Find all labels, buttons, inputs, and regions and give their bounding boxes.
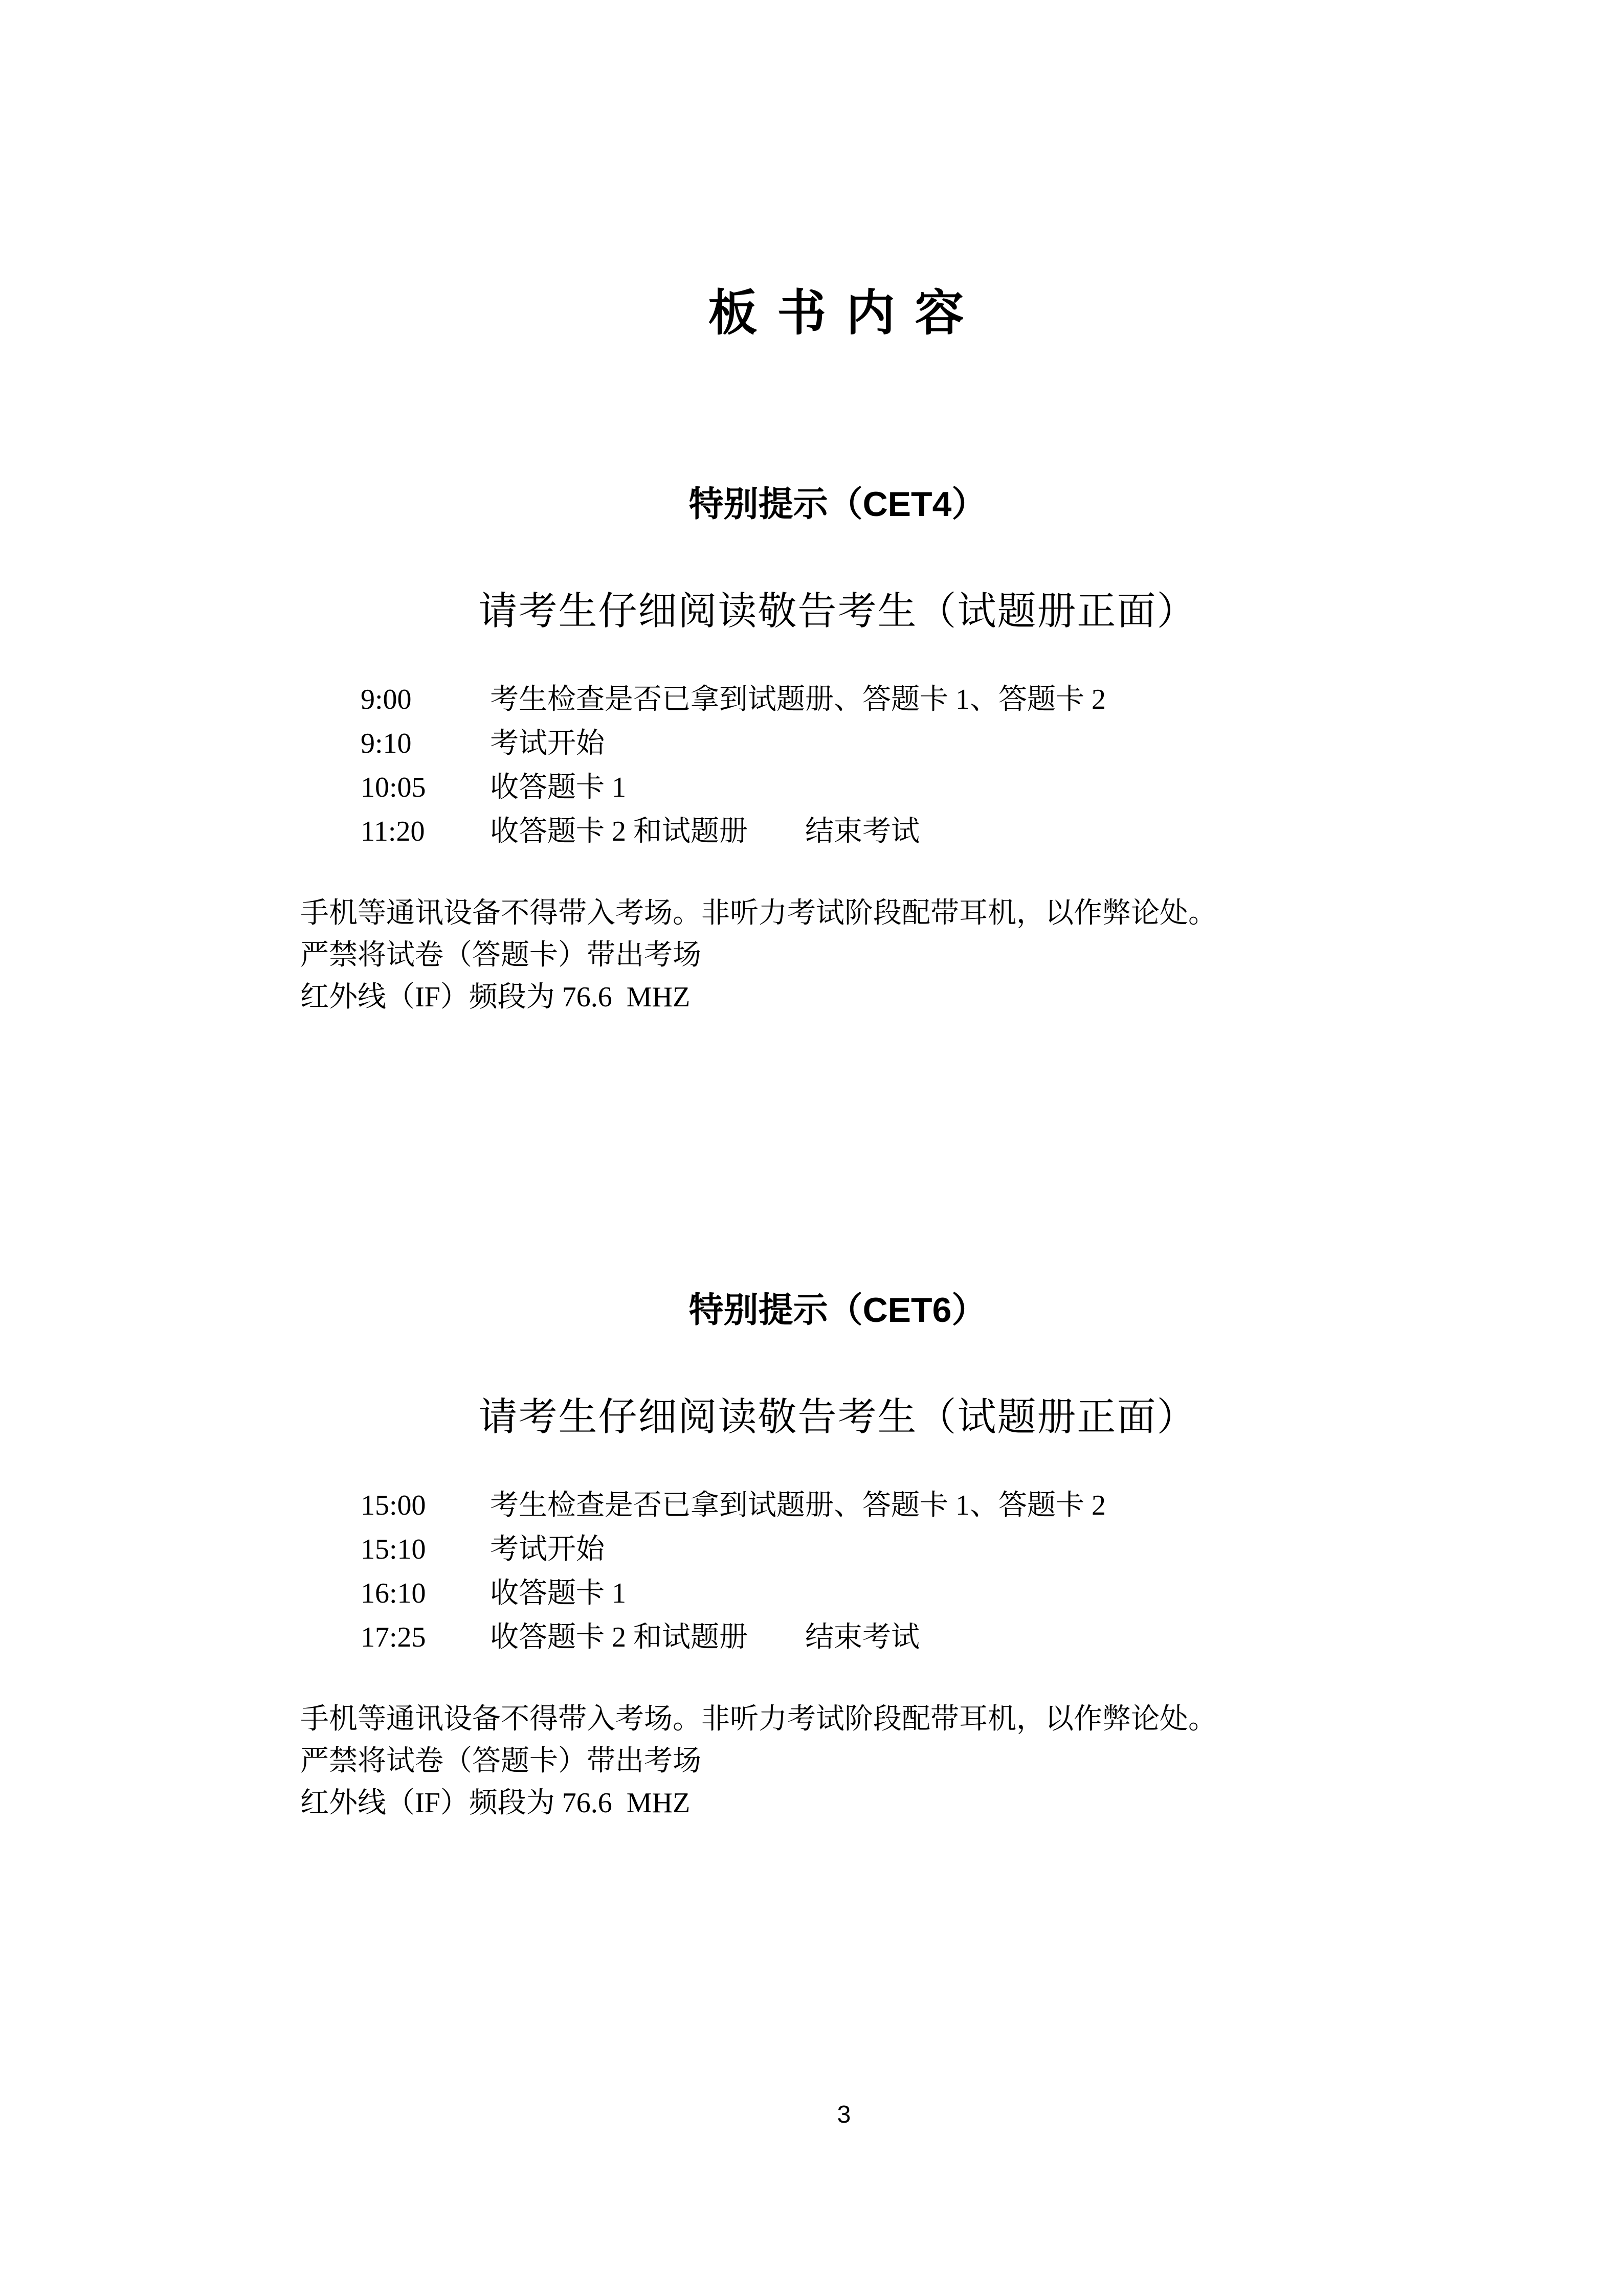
schedule-activity: 收答题卡 2 和试题册 结束考试 xyxy=(490,816,920,847)
schedule-cet4 xyxy=(361,678,1106,853)
notes-cet4 xyxy=(300,892,1217,1018)
note-line: 手机等通讯设备不得带入考场。非听力考试阶段配带耳机，以作弊论处。 xyxy=(300,1703,1217,1735)
schedule-activity: 考试开始 xyxy=(490,728,605,759)
schedule-activity: 考生检查是否已拿到试题册、答题卡 1、答题卡 2 xyxy=(490,684,1106,715)
schedule-row xyxy=(361,678,1106,722)
schedule-activity: 收答题卡 1 xyxy=(490,1578,626,1609)
schedule-row xyxy=(361,766,1106,809)
schedule-activity: 考生检查是否已拿到试题册、答题卡 1、答题卡 2 xyxy=(490,1490,1106,1521)
page-title: 板 书 内 容 xyxy=(708,286,967,341)
section-cet6-heading: 特别提示（CET6） xyxy=(688,1291,987,1330)
schedule-cet6 xyxy=(361,1483,1106,1659)
schedule-activity: 收答题卡 1 xyxy=(490,772,626,803)
note-line: 红外线（IF）频段为 76.6 MHZ xyxy=(300,981,691,1013)
section-cet4-subtitle: 请考生仔细阅读敬告考生（试题册正面） xyxy=(478,590,1197,633)
schedule-row xyxy=(361,1571,1106,1615)
note-line: 红外线（IF）频段为 76.6 MHZ xyxy=(300,1787,691,1819)
page-number: 3 xyxy=(837,2101,851,2128)
schedule-row xyxy=(361,1527,1106,1571)
schedule-time: 11:20 xyxy=(361,816,425,847)
schedule-time: 10:05 xyxy=(361,772,426,803)
schedule-time: 9:10 xyxy=(361,728,412,759)
note-line: 手机等通讯设备不得带入考场。非听力考试阶段配带耳机，以作弊论处。 xyxy=(300,897,1217,929)
schedule-row xyxy=(361,1483,1106,1527)
section-cet6-subtitle: 请考生仔细阅读敬告考生（试题册正面） xyxy=(478,1396,1197,1439)
schedule-activity: 收答题卡 2 和试题册 结束考试 xyxy=(490,1622,920,1653)
section-cet6 xyxy=(0,1293,1624,1881)
schedule-time: 16:10 xyxy=(361,1578,426,1609)
schedule-time: 9:00 xyxy=(361,684,412,715)
notes-cet6 xyxy=(300,1698,1217,1824)
schedule-time: 15:00 xyxy=(361,1490,426,1521)
note-line: 严禁将试卷（答题卡）带出考场 xyxy=(300,939,701,971)
section-cet4-heading: 特别提示（CET4） xyxy=(688,485,987,524)
schedule-time: 17:25 xyxy=(361,1622,426,1653)
schedule-row xyxy=(361,722,1106,766)
schedule-time: 15:10 xyxy=(361,1534,426,1565)
schedule-activity: 考试开始 xyxy=(490,1534,605,1565)
schedule-row xyxy=(361,1615,1106,1659)
note-line: 严禁将试卷（答题卡）带出考场 xyxy=(300,1745,701,1777)
section-cet4 xyxy=(0,487,1624,1075)
schedule-row xyxy=(361,809,1106,853)
